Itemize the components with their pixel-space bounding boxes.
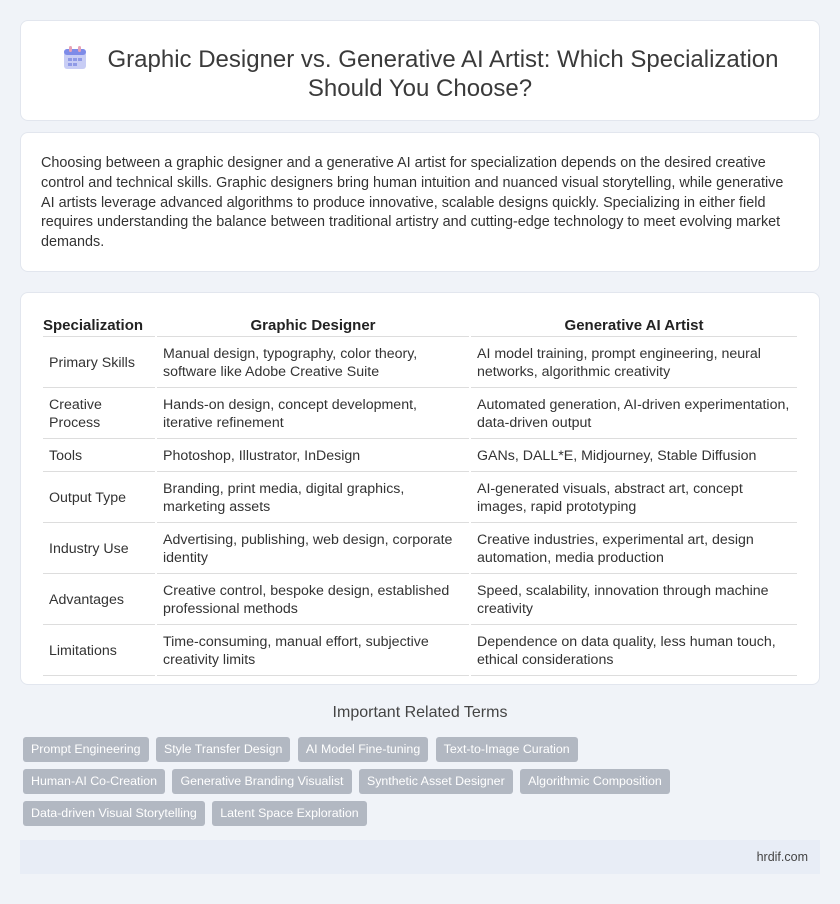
table-row xyxy=(43,474,797,523)
tag-text-to-image-curation[interactable]: Text-to-Image Curation xyxy=(436,737,578,762)
row-label: Creative Process xyxy=(43,390,155,439)
table-row xyxy=(43,627,797,676)
header-specialization: Specialization xyxy=(43,315,155,337)
tag-ai-model-fine-tuning[interactable]: AI Model Fine-tuning xyxy=(298,737,428,762)
calendar-icon xyxy=(62,45,88,71)
intro-paragraph: Choosing between a graphic designer and a generative AI artist for specialization depends on the desired creative control and technical skills. Graphic designers bring human intuition and nuanced visual storytelling, while generative AI artists leverage advanced algorithms to produce innovative, scalable designs quickly. Specializing in either field requires understanding the balance between traditional artistry and cutting-edge technology to meet evolving market demands. xyxy=(41,155,784,251)
row-label: Tools xyxy=(43,441,155,472)
comparison-card xyxy=(20,292,820,685)
related-terms-list xyxy=(23,737,723,833)
tag-algorithmic-composition[interactable]: Algorithmic Composition xyxy=(520,769,670,794)
ai-artist-cell: AI-generated visuals, abstract art, concept images, rapid prototyping xyxy=(471,474,797,523)
comparison-table xyxy=(41,313,799,678)
header-generative-ai-artist: Generative AI Artist xyxy=(471,315,797,337)
table-header-row xyxy=(43,315,797,337)
table-row xyxy=(43,576,797,625)
row-label: Industry Use xyxy=(43,525,155,574)
ai-artist-cell: AI model training, prompt engineering, neural networks, algorithmic creativity xyxy=(471,339,797,388)
graphic-designer-cell: Advertising, publishing, web design, corporate identity xyxy=(157,525,469,574)
table-row xyxy=(43,390,797,439)
tag-generative-branding-visualist[interactable]: Generative Branding Visualist xyxy=(172,769,351,794)
graphic-designer-cell: Manual design, typography, color theory, software like Adobe Creative Suite xyxy=(157,339,469,388)
tag-data-driven-visual-storytelling[interactable]: Data-driven Visual Storytelling xyxy=(23,801,205,826)
ai-artist-cell: GANs, DALL*E, Midjourney, Stable Diffusion xyxy=(471,441,797,472)
footer xyxy=(20,840,820,874)
table-row xyxy=(43,339,797,388)
footer-site-link[interactable]: hrdif.com xyxy=(756,850,808,864)
page-title: Graphic Designer vs. Generative AI Artist: Which Specialization Should You Choose? xyxy=(107,46,779,102)
graphic-designer-cell: Time-consuming, manual effort, subjective creativity limits xyxy=(157,627,469,676)
row-label: Advantages xyxy=(43,576,155,625)
header-graphic-designer: Graphic Designer xyxy=(157,315,469,337)
intro-card xyxy=(20,132,820,272)
table-row xyxy=(43,525,797,574)
ai-artist-cell: Automated generation, AI-driven experimentation, data-driven output xyxy=(471,390,797,439)
tag-style-transfer-design[interactable]: Style Transfer Design xyxy=(156,737,290,762)
related-terms-title: Important Related Terms xyxy=(332,704,508,721)
tag-synthetic-asset-designer[interactable]: Synthetic Asset Designer xyxy=(359,769,513,794)
graphic-designer-cell: Branding, print media, digital graphics, marketing assets xyxy=(157,474,469,523)
table-row xyxy=(43,441,797,472)
tag-prompt-engineering[interactable]: Prompt Engineering xyxy=(23,737,149,762)
graphic-designer-cell: Creative control, bespoke design, established professional methods xyxy=(157,576,469,625)
row-label: Limitations xyxy=(43,627,155,676)
ai-artist-cell: Speed, scalability, innovation through machine creativity xyxy=(471,576,797,625)
ai-artist-cell: Dependence on data quality, less human touch, ethical considerations xyxy=(471,627,797,676)
tag-human-ai-co-creation[interactable]: Human-AI Co-Creation xyxy=(23,769,165,794)
ai-artist-cell: Creative industries, experimental art, design automation, media production xyxy=(471,525,797,574)
row-label: Primary Skills xyxy=(43,339,155,388)
title-card xyxy=(20,20,820,121)
graphic-designer-cell: Hands-on design, concept development, iterative refinement xyxy=(157,390,469,439)
tag-latent-space-exploration[interactable]: Latent Space Exploration xyxy=(212,801,366,826)
graphic-designer-cell: Photoshop, Illustrator, InDesign xyxy=(157,441,469,472)
row-label: Output Type xyxy=(43,474,155,523)
